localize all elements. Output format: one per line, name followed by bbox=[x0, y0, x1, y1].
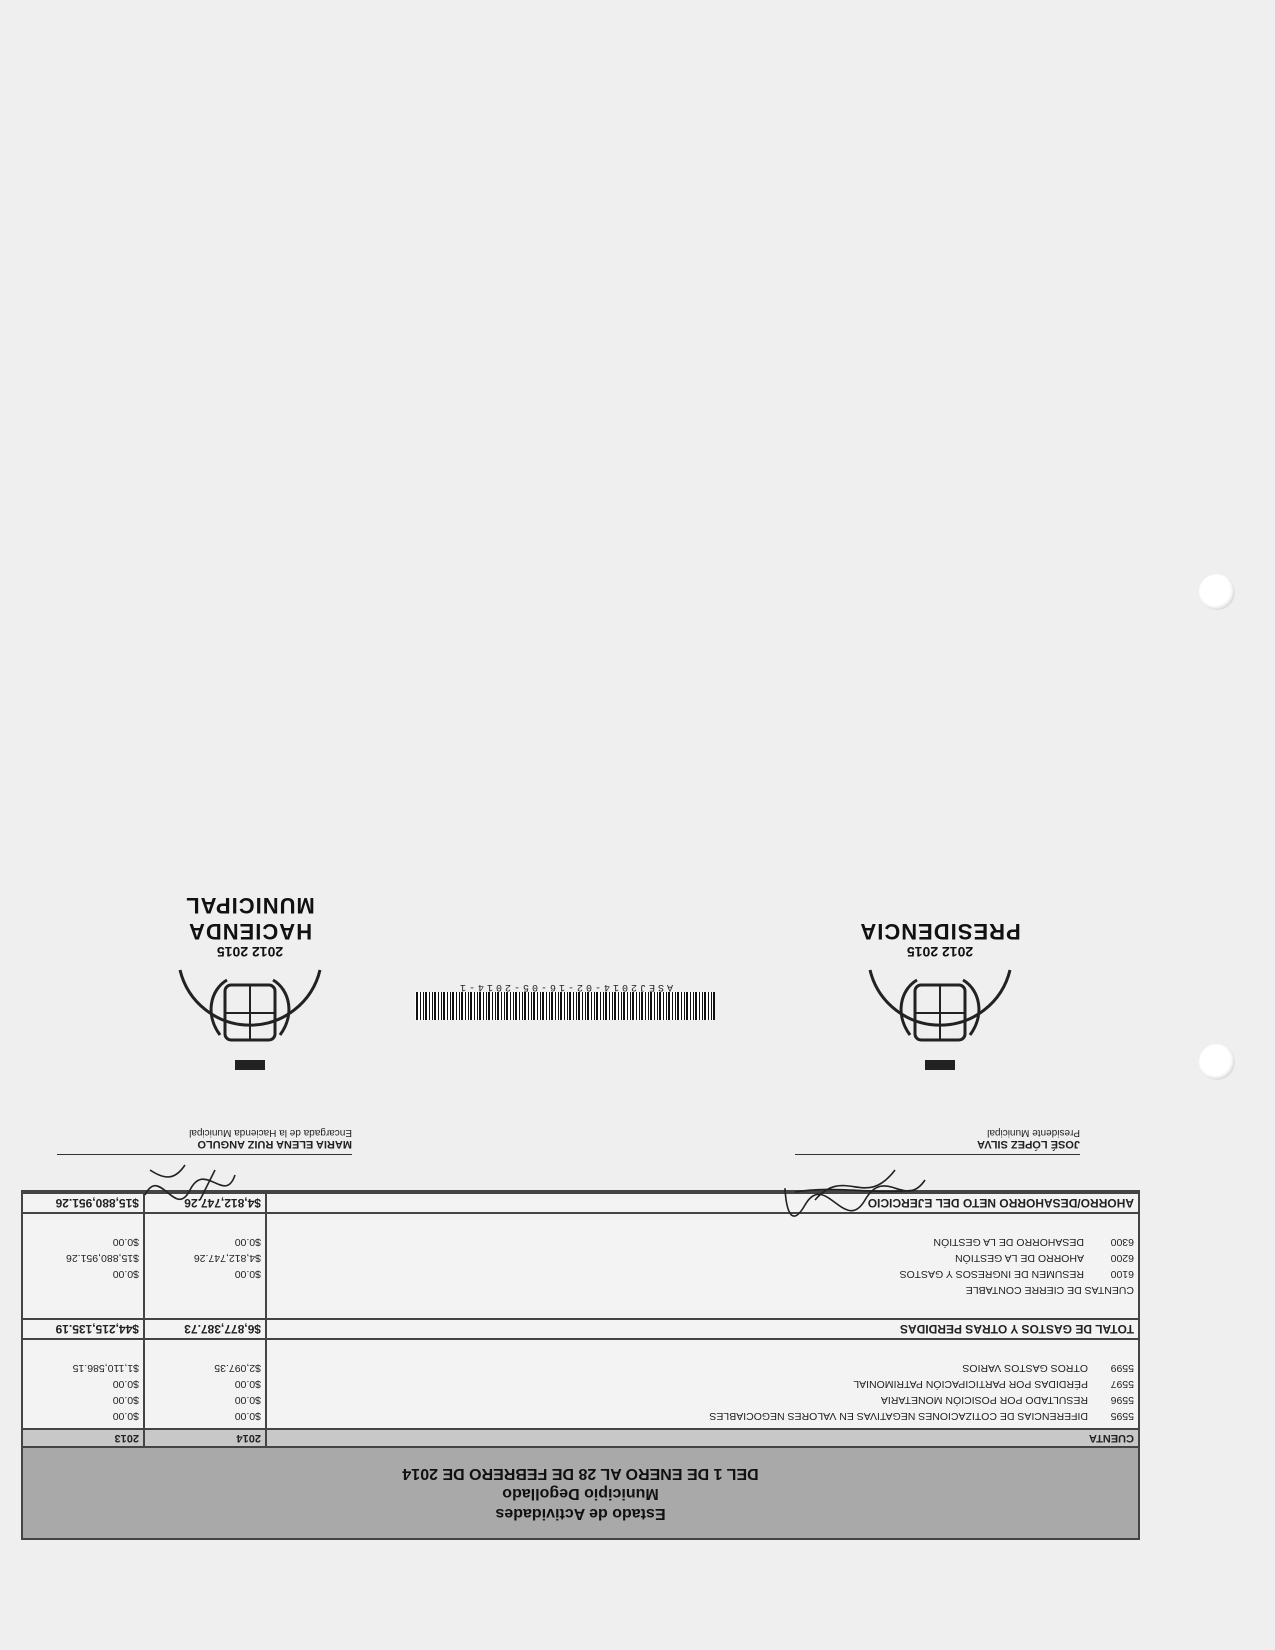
row-value-2014: $0.00 bbox=[144, 1234, 266, 1250]
stamp-year-end: 2015 bbox=[906, 944, 939, 960]
row-code: 5595 bbox=[1110, 1410, 1134, 1422]
spacer-row bbox=[23, 1213, 1138, 1234]
row-description: DIFERENCIAS DE COTIZACIONES NEGATIVAS EN VALORES NEGOCIABLES bbox=[709, 1410, 1088, 1422]
spacer-row bbox=[23, 1339, 1138, 1360]
signature-scribble bbox=[775, 1160, 935, 1220]
header-2013: 2013 bbox=[23, 1429, 144, 1446]
punch-hole bbox=[1199, 1044, 1235, 1080]
report-period: DEL 1 DE ENERO AL 28 DE FEBRERO DE 2014 bbox=[402, 1465, 759, 1482]
row-description: OTROS GASTOS VARIOS bbox=[962, 1362, 1088, 1374]
table-row bbox=[23, 1392, 1138, 1408]
row-description: RESULTADO POR POSICIÓN MONETARIA bbox=[880, 1394, 1088, 1406]
row-value-2013: $0.00 bbox=[23, 1234, 144, 1250]
treasurer-name: MARIA ELENA RUIZ ANGULO bbox=[197, 1138, 352, 1150]
municipal-seal-icon bbox=[165, 965, 335, 1095]
closing-accounts-title: CUENTAS DE CIERRE CONTABLE bbox=[965, 1284, 1134, 1296]
row-description: PÉRDIDAS POR PARTICIPACIÓN PATRIMONIAL bbox=[853, 1378, 1088, 1390]
president-name: JOSÉ LÓPEZ SILVA bbox=[977, 1138, 1080, 1150]
row-value-2013: $0.00 bbox=[23, 1376, 144, 1392]
table-row bbox=[23, 1408, 1138, 1429]
row-value-2013: $0.00 bbox=[23, 1392, 144, 1408]
row-value-2014: $4,812,747.26 bbox=[144, 1250, 266, 1266]
barcode bbox=[415, 981, 715, 1020]
row-value-2014: $0.00 bbox=[144, 1376, 266, 1392]
president-role: Presidente Municipal bbox=[987, 1127, 1080, 1138]
net-result-2013: $15,880,951.26 bbox=[23, 1193, 144, 1213]
spacer-row bbox=[23, 1298, 1138, 1319]
row-code: 6200 bbox=[1110, 1252, 1134, 1264]
row-value-2013: $0.00 bbox=[23, 1266, 144, 1282]
hacienda-stamp bbox=[145, 892, 355, 1095]
row-value-2014: $2,097.35 bbox=[144, 1360, 266, 1376]
net-result-2014: $4,812,747.26 bbox=[144, 1193, 266, 1213]
row-code: 6300 bbox=[1110, 1236, 1134, 1248]
signature-scribble bbox=[135, 1155, 245, 1210]
header-cuenta: CUENTA bbox=[266, 1429, 1138, 1446]
report-header bbox=[23, 1446, 1138, 1538]
treasurer-role: Encargada de la Hacienda Municipal bbox=[189, 1127, 352, 1138]
table-row bbox=[23, 1376, 1138, 1392]
row-code: 5597 bbox=[1110, 1378, 1134, 1390]
row-value-2014: $0.00 bbox=[144, 1266, 266, 1282]
barcode-text: ASEJ2014-02-16-05-2014-1 bbox=[456, 981, 674, 992]
presidencia-stamp bbox=[845, 918, 1035, 1095]
row-code: 5596 bbox=[1110, 1394, 1134, 1406]
table-row bbox=[23, 1250, 1138, 1266]
barcode-bars bbox=[415, 992, 715, 1020]
section-title-row bbox=[23, 1282, 1138, 1298]
punch-hole bbox=[1199, 574, 1235, 610]
row-value-2013: $0.00 bbox=[23, 1408, 144, 1429]
row-code: 6100 bbox=[1110, 1268, 1134, 1280]
column-header-row bbox=[23, 1429, 1138, 1446]
row-value-2014: $0.00 bbox=[144, 1408, 266, 1429]
stamp-title: PRESIDENCIA bbox=[859, 919, 1021, 944]
activity-statement bbox=[21, 1190, 1140, 1540]
header-2014: 2014 bbox=[144, 1429, 266, 1446]
municipal-seal-icon bbox=[855, 965, 1025, 1095]
row-description: AHORRO DE LA GESTIÓN bbox=[955, 1252, 1084, 1264]
signature-block-treasury bbox=[57, 1127, 352, 1155]
stamp-year-start: 2012 bbox=[941, 944, 974, 960]
row-value-2014: $0.00 bbox=[144, 1392, 266, 1408]
report-title: Estado de Actividades bbox=[495, 1505, 666, 1522]
net-result-label: AHORRO/DESAHORRO NETO DEL EJERCICIO bbox=[266, 1193, 1138, 1213]
row-description: RESUMEN DE INGRESOS Y GASTOS bbox=[899, 1268, 1084, 1280]
stamp-year-end: 2015 bbox=[216, 944, 249, 960]
row-value-2013: $1,110,586.15 bbox=[23, 1360, 144, 1376]
table-row bbox=[23, 1360, 1138, 1376]
row-code: 5599 bbox=[1110, 1362, 1134, 1374]
row-description: DESAHORRO DE LA GESTIÓN bbox=[933, 1236, 1084, 1248]
table-row bbox=[23, 1234, 1138, 1250]
report-entity: Municipio Degollado bbox=[502, 1485, 659, 1502]
total-expenses-row bbox=[23, 1319, 1138, 1339]
table-row bbox=[23, 1266, 1138, 1282]
stamp-title: HACIENDA MUNICIPAL bbox=[185, 893, 315, 944]
statement-table bbox=[23, 1192, 1138, 1446]
row-value-2013: $15,880,951.26 bbox=[23, 1250, 144, 1266]
total-expenses-2013: $44,215,135.19 bbox=[23, 1319, 144, 1339]
total-expenses-label: TOTAL DE GASTOS Y OTRAS PERDIDAS bbox=[266, 1319, 1138, 1339]
total-expenses-2014: $6,877,387.73 bbox=[144, 1319, 266, 1339]
stamp-year-start: 2012 bbox=[251, 944, 284, 960]
signature-block-president bbox=[795, 1127, 1080, 1155]
